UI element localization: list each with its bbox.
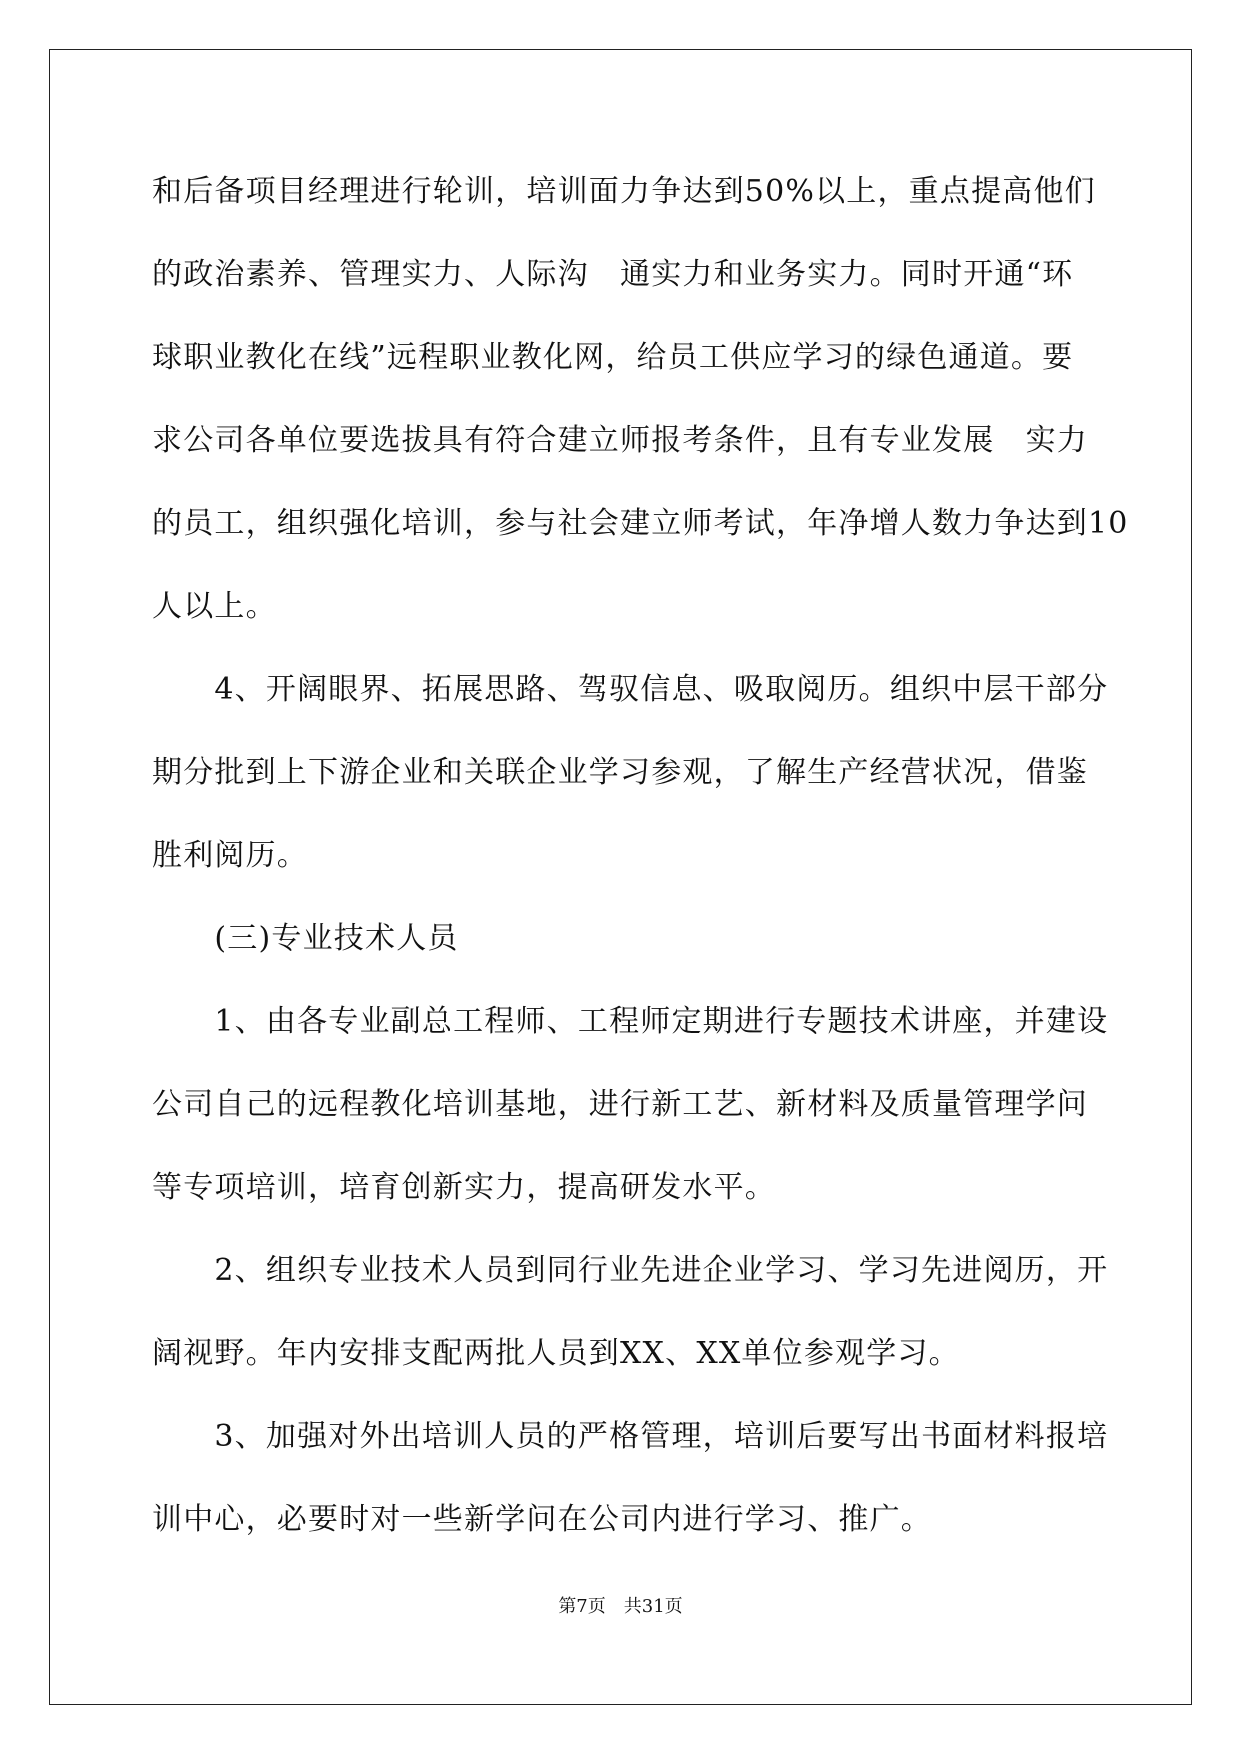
body-text-line: 4、开阔眼界、拓展思路、驾驭信息、吸取阅历。组织中层干部分	[152, 672, 1109, 707]
body-text-line: 胜利阅历。	[152, 838, 308, 873]
page-footer	[0, 1595, 1241, 1619]
body-text-line: 3、加强对外出培训人员的严格管理，培训后要写出书面材料报培	[152, 1419, 1109, 1454]
section-heading: (三)专业技术人员	[152, 921, 459, 956]
body-text-line: 训中心，必要时对一些新学问在公司内进行学习、推广。	[152, 1502, 932, 1537]
body-text-line: 的政治素养、管理实力、人际沟 通实力和业务实力。同时开通“环	[152, 257, 1074, 292]
body-text-line: 球职业教化在线”远程职业教化网，给员工供应学习的绿色通道。要	[152, 340, 1074, 375]
page-number: 第7页	[558, 1596, 606, 1617]
body-text-line: 的员工，组织强化培训，参与社会建立师考试，年净增人数力争达到10	[152, 506, 1129, 541]
page-total: 共31页	[623, 1596, 683, 1617]
body-text-line: 和后备项目经理进行轮训，培训面力争达到50%以上，重点提高他们	[152, 174, 1096, 209]
body-text-line: 1、由各专业副总工程师、工程师定期进行专题技术讲座，并建设	[152, 1004, 1109, 1039]
body-text-line: 求公司各单位要选拔具有符合建立师报考条件，且有专业发展 实力	[152, 423, 1088, 458]
body-text-line: 2、组织专业技术人员到同行业先进企业学习、学习先进阅历，开	[152, 1253, 1109, 1288]
body-text-line: 人以上。	[152, 589, 277, 624]
body-text-line: 等专项培训，培育创新实力，提高研发水平。	[152, 1170, 776, 1205]
body-text-line: 阔视野。年内安排支配两批人员到XX、XX单位参观学习。	[152, 1336, 960, 1371]
body-text-line: 期分批到上下游企业和关联企业学习参观，了解生产经营状况，借鉴	[152, 755, 1088, 790]
body-text-line: 公司自己的远程教化培训基地，进行新工艺、新材料及质量管理学问	[152, 1087, 1088, 1122]
